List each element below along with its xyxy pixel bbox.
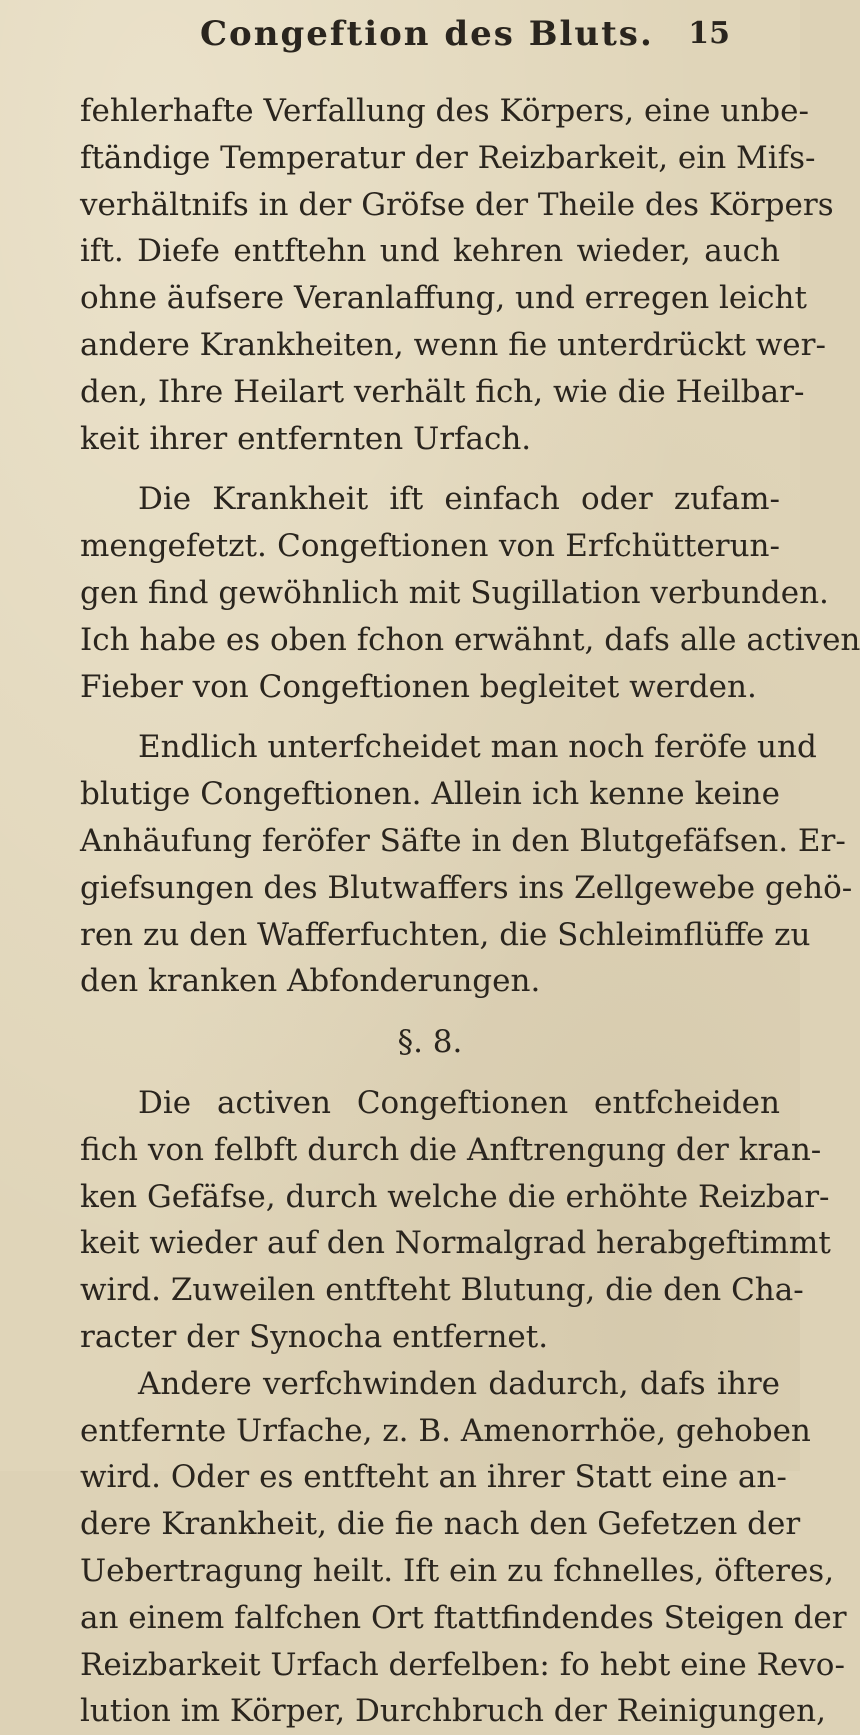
text-line: blutige Congeftionen. Allein ich kenne keine <box>80 776 780 813</box>
text-line: entfernte Urfache, z. B. Amenorrhöe, gehoben <box>80 1412 811 1449</box>
text-line: ren zu den Wafferfuchten, die Schleimflüffe zu <box>80 916 811 953</box>
text-line: Die activen Congeftionen entfcheiden <box>138 1084 780 1121</box>
text-line: wird. Zuweilen entfteht Blutung, die den Cha- <box>80 1272 804 1309</box>
text-line: keit ihrer entfernten Urfach. <box>80 420 532 457</box>
page-header <box>115 14 730 64</box>
text-line: Fieber von Congeftionen begleitet werden. <box>80 668 757 705</box>
text-line: wird. Oder es entfteht an ihrer Statt eine an- <box>80 1459 787 1496</box>
text-line: Uebertragung heilt. Ift ein zu fchnelles, öfteres, <box>80 1552 835 1589</box>
text-line: fehlerhafte Verfallung des Körpers, eine unbe- <box>80 93 809 129</box>
text-line: gen find gewöhnlich mit Sugillation verbunden. <box>80 574 829 611</box>
page-number: 15 <box>688 16 730 51</box>
text-line: lution im Körper, Durchbruch der Reinigungen, <box>80 1693 826 1730</box>
text-line: fich von felbft durch die Anftrengung der kran- <box>80 1131 822 1168</box>
text-line: Endlich unterfcheidet man noch feröfe und <box>138 729 817 766</box>
text-line: andere Krankheiten, wenn fie unterdrückt wer- <box>80 326 826 363</box>
text-line: ift. Diefe entftehn und kehren wieder, auch <box>80 233 780 270</box>
running-title: Congeftion des Bluts. <box>200 14 654 54</box>
text-line: den, Ihre Heilart verhält fich, wie die Heilbar- <box>80 373 805 410</box>
text-line: Reizbarkeit Urfach derfelben: fo hebt eine Revo- <box>80 1646 845 1683</box>
text-line: ftändige Temperatur der Reizbarkeit, ein Mifs- <box>80 139 816 176</box>
text-line: Andere verfchwinden dadurch, dafs ihre <box>138 1365 780 1402</box>
text-line: giefsungen des Blutwaffers ins Zellgewebe gehö- <box>80 869 853 906</box>
text-line: ken Gefäfse, durch welche die erhöhte Reizbar- <box>80 1178 830 1215</box>
text-line: Die Krankheit ift einfach oder zufam- <box>138 481 780 518</box>
text-line: racter der Synocha entfernet. <box>80 1318 549 1355</box>
section-heading: §. 8. <box>397 1024 463 1061</box>
text-line: dere Krankheit, die fie nach den Gefetzen der <box>80 1506 801 1543</box>
text-line: verhältnifs in der Gröfse der Theile des Körpers <box>80 186 834 223</box>
text-line: an einem falfchen Ort ftattfindendes Steigen der <box>80 1599 847 1636</box>
text-line: keit wieder auf den Normalgrad herabgeftimmt <box>80 1225 831 1262</box>
text-line: den kranken Abfonderungen. <box>80 963 541 1000</box>
text-line: Anhäufung feröfer Säfte in den Blutgefäfsen. Er- <box>80 822 846 859</box>
text-line: mengefetzt. Congeftionen von Erfchütterun- <box>80 528 780 565</box>
text-line: ohne äufsere Veranlaffung, und erregen leicht <box>80 280 807 317</box>
text-line: Ich habe es oben fchon erwähnt, dafs alle activen <box>80 621 860 658</box>
page-body <box>80 88 860 1735</box>
